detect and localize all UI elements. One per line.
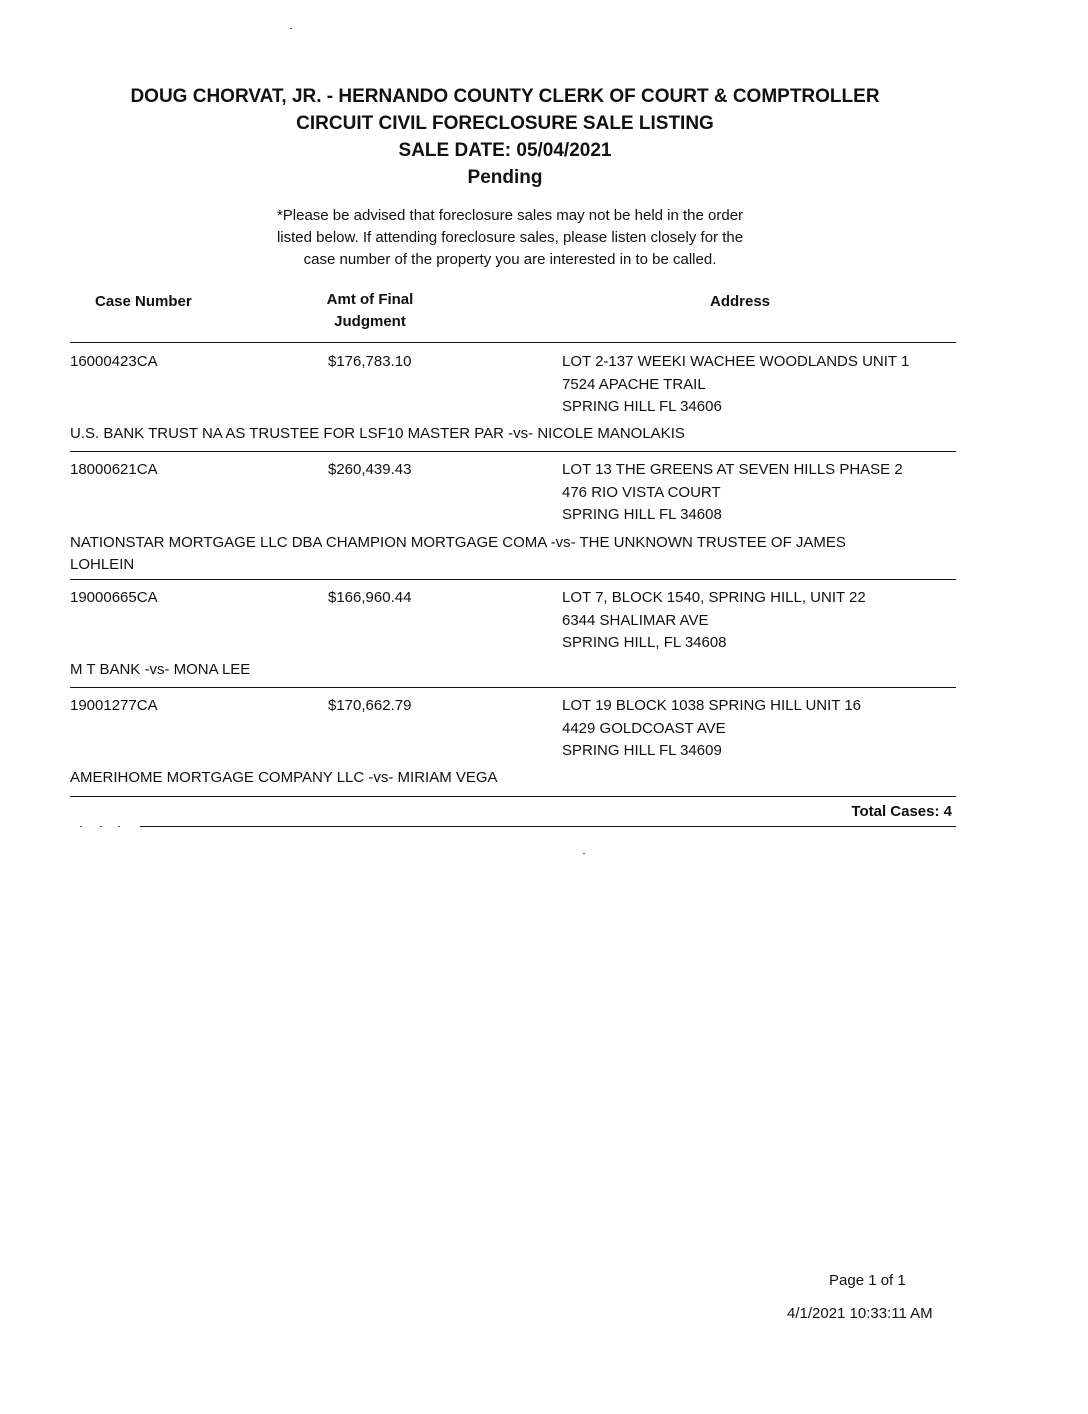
column-header-case-number: Case Number bbox=[95, 293, 192, 310]
parties-line: AMERIHOME MORTGAGE COMPANY LLC -vs- MIRIAM VEGA bbox=[70, 769, 498, 786]
case-parties bbox=[70, 767, 950, 789]
case-divider bbox=[70, 687, 956, 688]
notice-text bbox=[230, 205, 790, 271]
address-line: SPRING HILL, FL 34608 bbox=[562, 634, 727, 651]
address-line: 4429 GOLDCOAST AVE bbox=[562, 719, 726, 737]
case-divider bbox=[70, 796, 956, 797]
address-line: LOT 7, BLOCK 1540, SPRING HILL, UNIT 22 bbox=[562, 589, 866, 606]
address-line: 6344 SHALIMAR AVE bbox=[562, 611, 709, 629]
scan-speck bbox=[583, 853, 585, 854]
total-cases: Total Cases: 4 bbox=[851, 803, 952, 820]
case-number: 19001277CA bbox=[70, 697, 158, 714]
header-divider bbox=[70, 342, 956, 343]
scan-speck bbox=[100, 826, 102, 827]
property-address bbox=[562, 695, 861, 763]
property-address bbox=[562, 351, 909, 419]
judgment-amount: $260,439.43 bbox=[328, 461, 412, 478]
parties-line: LOHLEIN bbox=[70, 556, 135, 573]
parties-line: NATIONSTAR MORTGAGE LLC DBA CHAMPION MORTGAGE COMA -vs- THE UNKNOWN TRUSTEE OF JAMES bbox=[70, 534, 846, 551]
address-line: SPRING HILL FL 34606 bbox=[562, 398, 722, 415]
address-line: LOT 13 THE GREENS AT SEVEN HILLS PHASE 2 bbox=[562, 461, 903, 478]
case-parties bbox=[70, 659, 950, 681]
case-number: 16000423CA bbox=[70, 353, 158, 370]
parties-line: M T BANK -vs- MONA LEE bbox=[70, 661, 251, 678]
address-line: SPRING HILL FL 34609 bbox=[562, 742, 722, 759]
page-number: Page 1 of 1 bbox=[829, 1272, 906, 1289]
print-timestamp: 4/1/2021 10:33:11 AM bbox=[787, 1305, 933, 1322]
sale-date: SALE DATE: 05/04/2021 bbox=[398, 140, 612, 161]
case-divider bbox=[70, 451, 956, 452]
parties-line: U.S. BANK TRUST NA AS TRUSTEE FOR LSF10 MASTER PAR -vs- NICOLE MANOLAKIS bbox=[70, 425, 685, 442]
report-subtitle: CIRCUIT CIVIL FORECLOSURE SALE LISTING bbox=[296, 113, 714, 134]
column-header-amount bbox=[310, 289, 430, 333]
status-label: Pending bbox=[467, 167, 543, 188]
judgment-amount: $176,783.10 bbox=[328, 353, 412, 370]
scan-speck bbox=[80, 826, 82, 827]
column-header-amount-line: Judgment bbox=[334, 313, 406, 330]
address-line: LOT 2-137 WEEKI WACHEE WOODLANDS UNIT 1 bbox=[562, 353, 910, 370]
judgment-amount: $170,662.79 bbox=[328, 697, 412, 714]
notice-line: listed below. If attending foreclosure sales, please listen closely for the bbox=[276, 229, 744, 246]
scan-speck bbox=[118, 826, 120, 827]
property-address bbox=[562, 587, 866, 655]
column-header-amount-line: Amt of Final bbox=[326, 291, 414, 308]
report-title: DOUG CHORVAT, JR. - HERNANDO COUNTY CLERK OF COURT & COMPTROLLER bbox=[130, 86, 880, 107]
case-number: 18000621CA bbox=[70, 461, 158, 478]
total-divider bbox=[140, 826, 956, 827]
address-line: SPRING HILL FL 34608 bbox=[562, 506, 722, 523]
address-line: 476 RIO VISTA COURT bbox=[562, 483, 721, 501]
case-number: 19000665CA bbox=[70, 589, 158, 606]
address-line: 7524 APACHE TRAIL bbox=[562, 375, 706, 393]
column-header-address: Address bbox=[709, 293, 771, 310]
notice-line: case number of the property you are interested in to be called. bbox=[303, 251, 717, 268]
address-line: LOT 19 BLOCK 1038 SPRING HILL UNIT 16 bbox=[562, 697, 862, 714]
case-parties bbox=[70, 532, 950, 576]
notice-line: *Please be advised that foreclosure sales may not be held in the order bbox=[276, 207, 744, 224]
case-divider bbox=[70, 579, 956, 580]
judgment-amount: $166,960.44 bbox=[328, 589, 412, 606]
scan-speck bbox=[290, 28, 292, 29]
property-address bbox=[562, 459, 903, 527]
case-parties bbox=[70, 423, 950, 445]
